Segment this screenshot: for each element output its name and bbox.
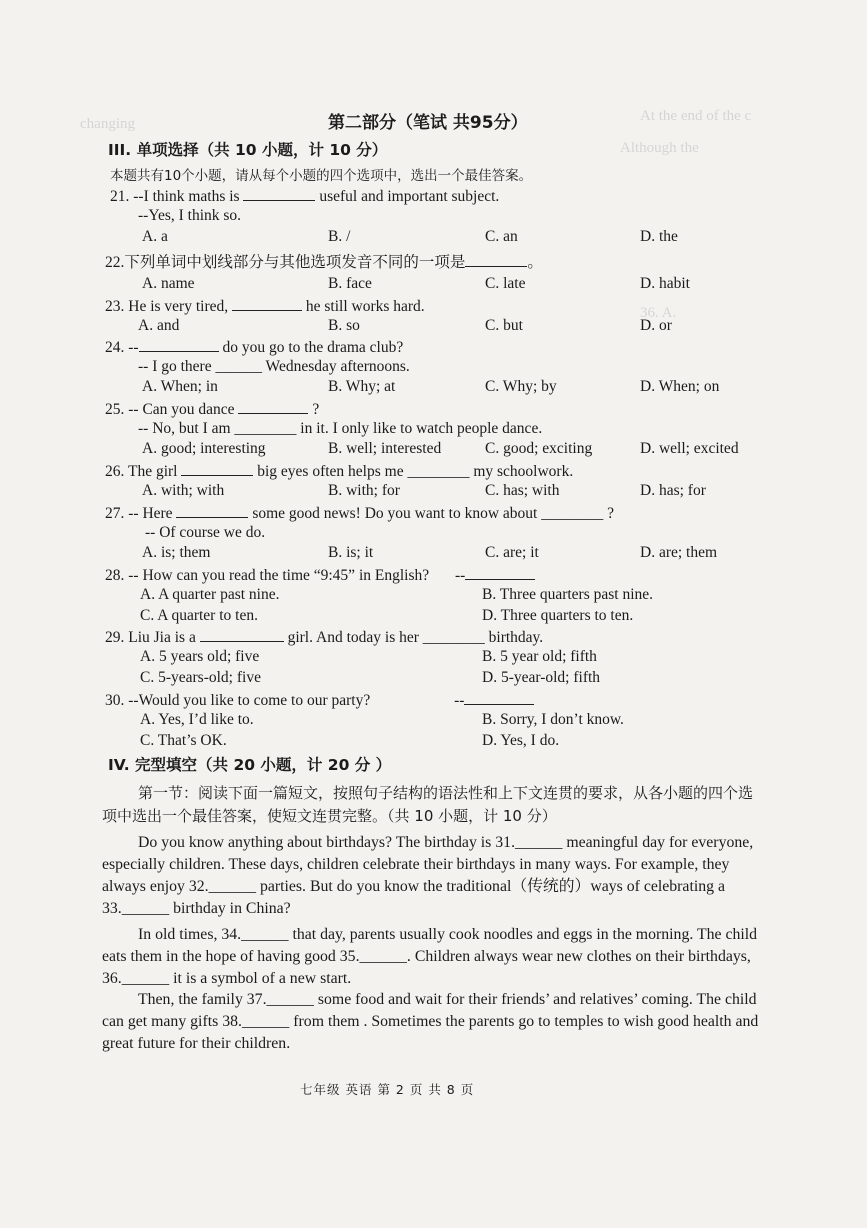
section-instruction: 第一节：阅读下面一篇短文，按照句子结构的语法性和上下文连贯的要求，从各小题的四个选项中选出一个最佳答案，使短文连贯完整。（共 10 小题，计 10 分） <box>102 784 754 825</box>
option-b: B. 5 year old; fifth <box>482 648 597 665</box>
bleed-through-text: At the end of the c <box>640 108 752 124</box>
question-line: -- No, but I am ________ in it. I only like to watch people dance. <box>138 420 543 437</box>
option-c: C. Why; by <box>485 378 557 395</box>
question-line: -- Of course we do. <box>145 524 266 541</box>
option-a: A. 5 years old; five <box>140 648 260 665</box>
option-d: D. Yes, I do. <box>482 732 560 749</box>
option-d: D. habit <box>640 275 690 292</box>
question-24: 24. -- do you go to the drama club? <box>105 339 404 356</box>
option-d: D. are; them <box>640 544 718 561</box>
bleed-through-text: Although the <box>620 140 699 156</box>
option-d: D. or <box>640 317 672 334</box>
option-d: D. has; for <box>640 482 706 499</box>
option-c: C. has; with <box>485 482 560 499</box>
option-b: B. is; it <box>328 544 374 561</box>
option-d: D. 5-year-old; fifth <box>482 669 601 686</box>
option-a: A. a <box>142 228 168 245</box>
question-23: 23. He is very tired, he still works hard. <box>105 298 425 315</box>
option-a: A. A quarter past nine. <box>140 586 280 603</box>
option-b: B. / <box>328 228 351 245</box>
option-b: B. Sorry, I don’t know. <box>482 711 624 728</box>
option-d: D. When; on <box>640 378 720 395</box>
passage-paragraph: Then, the family 37.______ some food and wait for their friends’ and relatives’ coming. The child can get many gifts 38.______ from them . Sometimes the parents go to temples to wish good health and great future for their children. <box>102 991 759 1052</box>
part-title: 第二部分（笔试 共95分） <box>328 113 528 133</box>
passage-paragraph: In old times, 34.______ that day, parents usually cook noodles and eggs in the morning. The child eats them in the hope of having good 35.______. Children always wear new clothes on their birthdays, 36.______ it is a symbol of a new start. <box>102 926 758 987</box>
question-21: 21. --I think maths is useful and important subject. <box>110 188 500 205</box>
option-c: C. good; exciting <box>485 440 593 457</box>
section-title: IV. 完型填空（共 20 小题，计 20 分 ） <box>108 756 392 774</box>
option-a: A. When; in <box>142 378 218 395</box>
question-30: 30. --Would you like to come to our party? -- <box>105 690 534 710</box>
option-b: B. face <box>328 275 372 292</box>
bleed-through-text: changing <box>80 116 135 132</box>
option-a: A. is; them <box>142 544 211 561</box>
option-a: A. Yes, I’d like to. <box>140 711 254 728</box>
option-d: D. well; excited <box>640 440 739 457</box>
question-27: 27. -- Here some good news! Do you want to know about ________ ? <box>105 505 614 522</box>
option-b: B. Three quarters past nine. <box>482 586 654 603</box>
question-25: 25. -- Can you dance ? <box>105 401 320 418</box>
question-line: --Yes, I think so. <box>138 207 242 224</box>
option-c: C. an <box>485 228 518 245</box>
option-a: A. good; interesting <box>142 440 266 457</box>
option-a: A. with; with <box>142 482 225 499</box>
passage-paragraph: Do you know anything about birthdays? The birthday is 31.______ meaningful day for everyone, especially children. These days, children celebrate their birthdays in many ways. For example, they always enjoy 32.______ parties. But do you know the traditional（传统的）ways of celebrating a 33.______ birthday in China? <box>102 834 754 917</box>
option-a: A. and <box>138 317 180 334</box>
question-26: 26. The girl big eyes often helps me ________ my schoolwork. <box>105 463 574 480</box>
question-28: 28. -- How can you read the time “9:45” in English? -- <box>105 565 535 585</box>
option-b: B. well; interested <box>328 440 442 457</box>
option-c: C. A quarter to ten. <box>140 607 258 624</box>
option-b: B. Why; at <box>328 378 396 395</box>
option-d: D. Three quarters to ten. <box>482 607 634 624</box>
option-c: C. but <box>485 317 523 334</box>
option-a: A. name <box>142 275 195 292</box>
option-c: C. are; it <box>485 544 539 561</box>
question-22: 22.下列单词中划线部分与其他选项发音不同的一项是 。 <box>105 254 543 271</box>
section-instruction: 本题共有10个小题，请从每个小题的四个选项中，选出一个最佳答案。 <box>110 168 533 184</box>
question-line: -- I go there ______ Wednesday afternoons. <box>138 358 410 375</box>
option-c: C. That’s OK. <box>140 732 227 749</box>
option-c: C. 5-years-old; five <box>140 669 261 686</box>
option-b: B. so <box>328 317 360 334</box>
question-29: 29. Liu Jia is a girl. And today is her ________ birthday. <box>105 629 544 646</box>
bleed-through-text: 36. A. <box>640 305 677 321</box>
option-b: B. with; for <box>328 482 400 499</box>
option-c: C. late <box>485 275 526 292</box>
page-footer: 七年级 英语 第 2 页 共 8 页 <box>300 1082 475 1097</box>
option-d: D. the <box>640 228 678 245</box>
section-title: III. 单项选择（共 10 小题，计 10 分） <box>108 141 388 159</box>
